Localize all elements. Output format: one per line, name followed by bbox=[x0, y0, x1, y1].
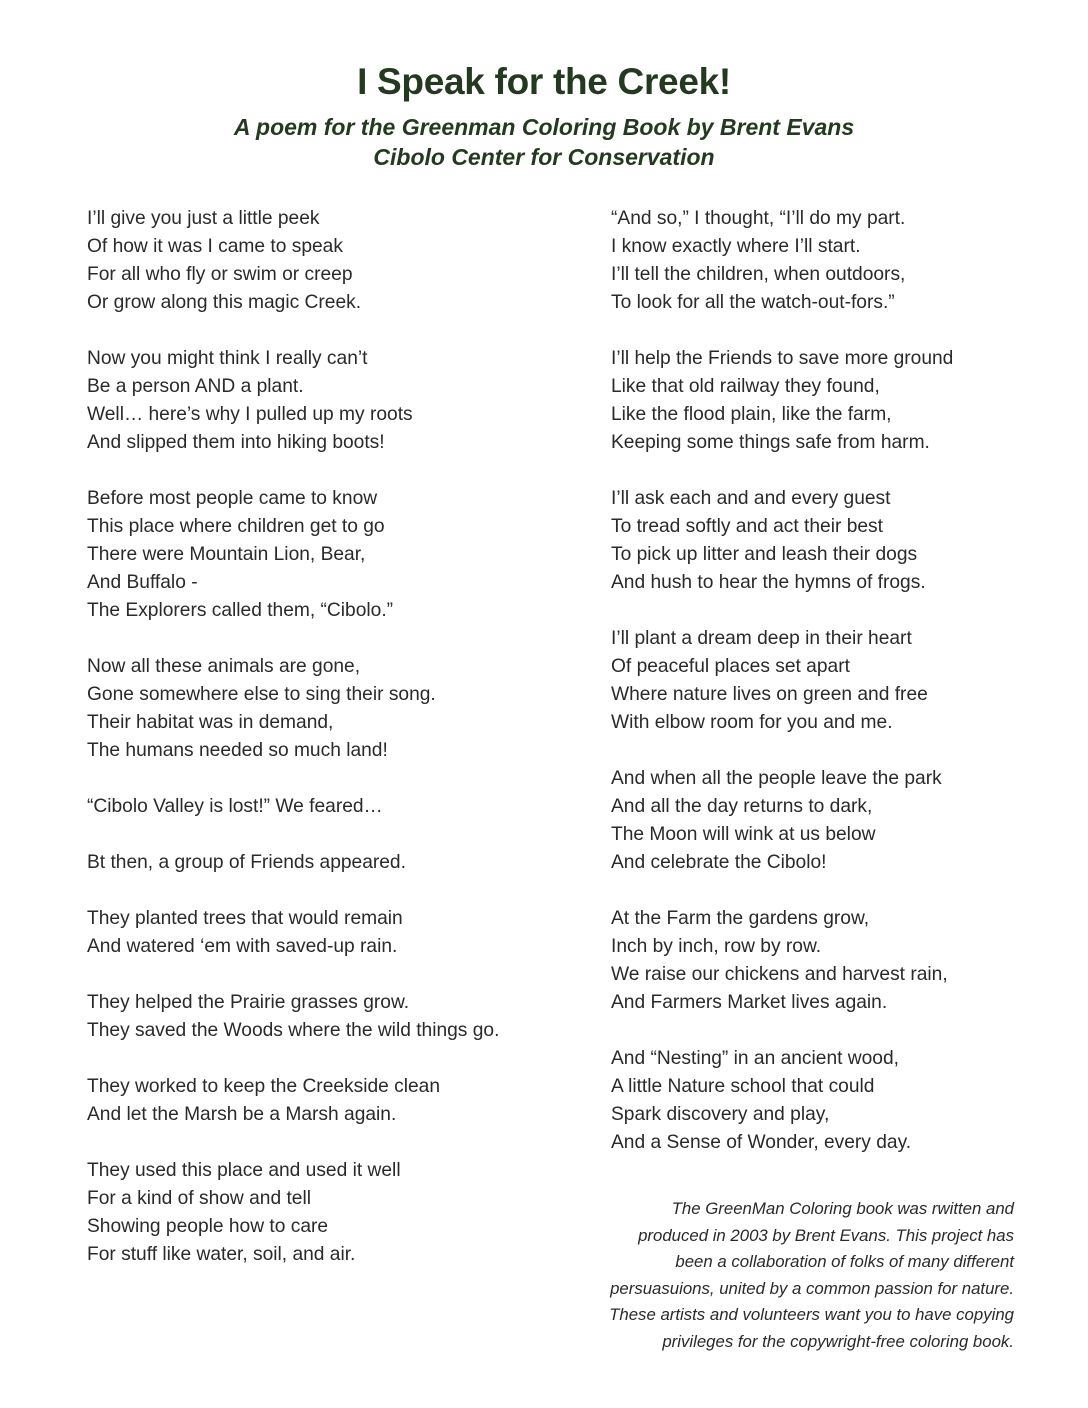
poem-line: Or grow along this magic Creek. bbox=[87, 292, 362, 313]
poem-line: Now you might think I really can’t bbox=[87, 348, 368, 369]
poem-line: Be a person AND a plant. bbox=[87, 376, 304, 397]
poem-line: And hush to hear the hymns of frogs. bbox=[611, 572, 926, 593]
poem-line: And let the Marsh be a Marsh again. bbox=[87, 1104, 397, 1125]
poem-line: They planted trees that would remain bbox=[87, 908, 403, 929]
poem-column-left bbox=[87, 205, 567, 1297]
poem-line: To pick up litter and leash their dogs bbox=[611, 544, 918, 565]
poem-line: The Explorers called them, “Cibolo.” bbox=[87, 600, 394, 621]
poem-line: Like the flood plain, like the farm, bbox=[611, 404, 892, 425]
note-line: persuasuions, united by a common passion for nature. bbox=[610, 1278, 1014, 1298]
stanza bbox=[87, 653, 567, 765]
stanza bbox=[87, 989, 567, 1045]
poem-line: Where nature lives on green and free bbox=[611, 684, 928, 705]
poem-line: Gone somewhere else to sing their song. bbox=[87, 684, 436, 705]
stanza bbox=[87, 345, 567, 457]
stanza bbox=[611, 625, 1051, 737]
stanza bbox=[87, 1073, 567, 1129]
coloring-book-note bbox=[556, 1196, 1014, 1355]
note-line: been a collaboration of folks of many different bbox=[675, 1252, 1014, 1271]
poem-line: I’ll plant a dream deep in their heart bbox=[611, 628, 912, 649]
note-line: The GreenMan Coloring book was rwitten and bbox=[671, 1199, 1014, 1218]
poem-line: And when all the people leave the park bbox=[611, 768, 942, 789]
poem-line: And watered ‘em with saved-up rain. bbox=[87, 936, 398, 957]
poem-line: The Moon will wink at us below bbox=[611, 824, 876, 845]
poem-line: And Farmers Market lives again. bbox=[611, 992, 888, 1013]
poem-line: Like that old railway they found, bbox=[611, 376, 880, 397]
poem-line: The humans needed so much land! bbox=[87, 740, 388, 761]
poem-line: They saved the Woods where the wild things go. bbox=[87, 1020, 500, 1041]
poem-line: I know exactly where I’ll start. bbox=[611, 236, 861, 257]
poem-line: A little Nature school that could bbox=[611, 1076, 875, 1097]
poem-line: Well… here’s why I pulled up my roots bbox=[87, 404, 413, 425]
stanza bbox=[611, 765, 1051, 877]
stanza bbox=[611, 345, 1051, 457]
stanza bbox=[611, 1045, 1051, 1157]
poem-line: Showing people how to care bbox=[87, 1216, 329, 1237]
poem-line: There were Mountain Lion, Bear, bbox=[87, 544, 366, 565]
poem-line: And all the day returns to dark, bbox=[611, 796, 873, 817]
stanza bbox=[87, 205, 567, 317]
poem-line: Their habitat was in demand, bbox=[87, 712, 334, 733]
poem-line: Of peaceful places set apart bbox=[611, 656, 850, 677]
poem-line: And celebrate the Cibolo! bbox=[611, 852, 827, 873]
subtitle-organization: Cibolo Center for Conservation bbox=[373, 144, 715, 170]
stanza bbox=[87, 1157, 567, 1269]
poem-line: With elbow room for you and me. bbox=[611, 712, 893, 733]
note-line: privileges for the copywright-free coloring book. bbox=[662, 1331, 1014, 1351]
stanza bbox=[611, 485, 1051, 597]
poem-line: For all who fly or swim or creep bbox=[87, 264, 353, 285]
subtitle-byline: A poem for the Greenman Coloring Book by Brent Evans bbox=[233, 114, 855, 140]
poem-line: I’ll give you just a little peek bbox=[87, 208, 320, 229]
poem-line: To look for all the watch-out-fors.” bbox=[611, 292, 895, 313]
poem-subtitle bbox=[0, 112, 1088, 172]
poem-title: I Speak for the Creek! bbox=[357, 61, 731, 102]
poem-line: And “Nesting” in an ancient wood, bbox=[611, 1048, 899, 1069]
poem-line: I’ll ask each and and every guest bbox=[611, 488, 891, 509]
note-line: produced in 2003 by Brent Evans. This project has bbox=[638, 1225, 1014, 1245]
poem-line: Inch by inch, row by row. bbox=[611, 936, 822, 957]
note-line: These artists and volunteers want you to have copying bbox=[609, 1305, 1014, 1324]
poem-line: Bt then, a group of Friends appeared. bbox=[87, 852, 406, 873]
poem-line: At the Farm the gardens grow, bbox=[611, 908, 870, 929]
poem-line: We raise our chickens and harvest rain, bbox=[611, 964, 948, 985]
stanza bbox=[611, 905, 1051, 1017]
page-header bbox=[0, 58, 1088, 172]
poem-line: “Cibolo Valley is lost!” We feared… bbox=[87, 796, 383, 817]
poem-line: I’ll help the Friends to save more ground bbox=[611, 348, 954, 369]
poem-line: And a Sense of Wonder, every day. bbox=[611, 1132, 912, 1153]
poem-line: “And so,” I thought, “I’ll do my part. bbox=[611, 208, 906, 229]
poem-line: Now all these animals are gone, bbox=[87, 656, 361, 677]
stanza bbox=[611, 205, 1051, 317]
poem-line: They used this place and used it well bbox=[87, 1160, 401, 1181]
poem-line: Before most people came to know bbox=[87, 488, 378, 509]
poem-line: For a kind of show and tell bbox=[87, 1188, 311, 1209]
stanza bbox=[87, 793, 567, 821]
poem-line: They worked to keep the Creekside clean bbox=[87, 1076, 441, 1097]
poem-line: Keeping some things safe from harm. bbox=[611, 432, 930, 453]
poem-line: Spark discovery and play, bbox=[611, 1104, 830, 1125]
poem-line: They helped the Prairie grasses grow. bbox=[87, 992, 410, 1013]
poem-line: And Buffalo - bbox=[87, 572, 198, 593]
poem-line: I’ll tell the children, when outdoors, bbox=[611, 264, 906, 285]
poem-line: To tread softly and act their best bbox=[611, 516, 883, 537]
poem-line: Of how it was I came to speak bbox=[87, 236, 343, 257]
stanza bbox=[87, 485, 567, 625]
poem-column-right bbox=[611, 205, 1051, 1185]
poem-line: This place where children get to go bbox=[87, 516, 385, 537]
poem-line: And slipped them into hiking boots! bbox=[87, 432, 385, 453]
stanza bbox=[87, 849, 567, 877]
stanza bbox=[87, 905, 567, 961]
poem-line: For stuff like water, soil, and air. bbox=[87, 1244, 356, 1265]
